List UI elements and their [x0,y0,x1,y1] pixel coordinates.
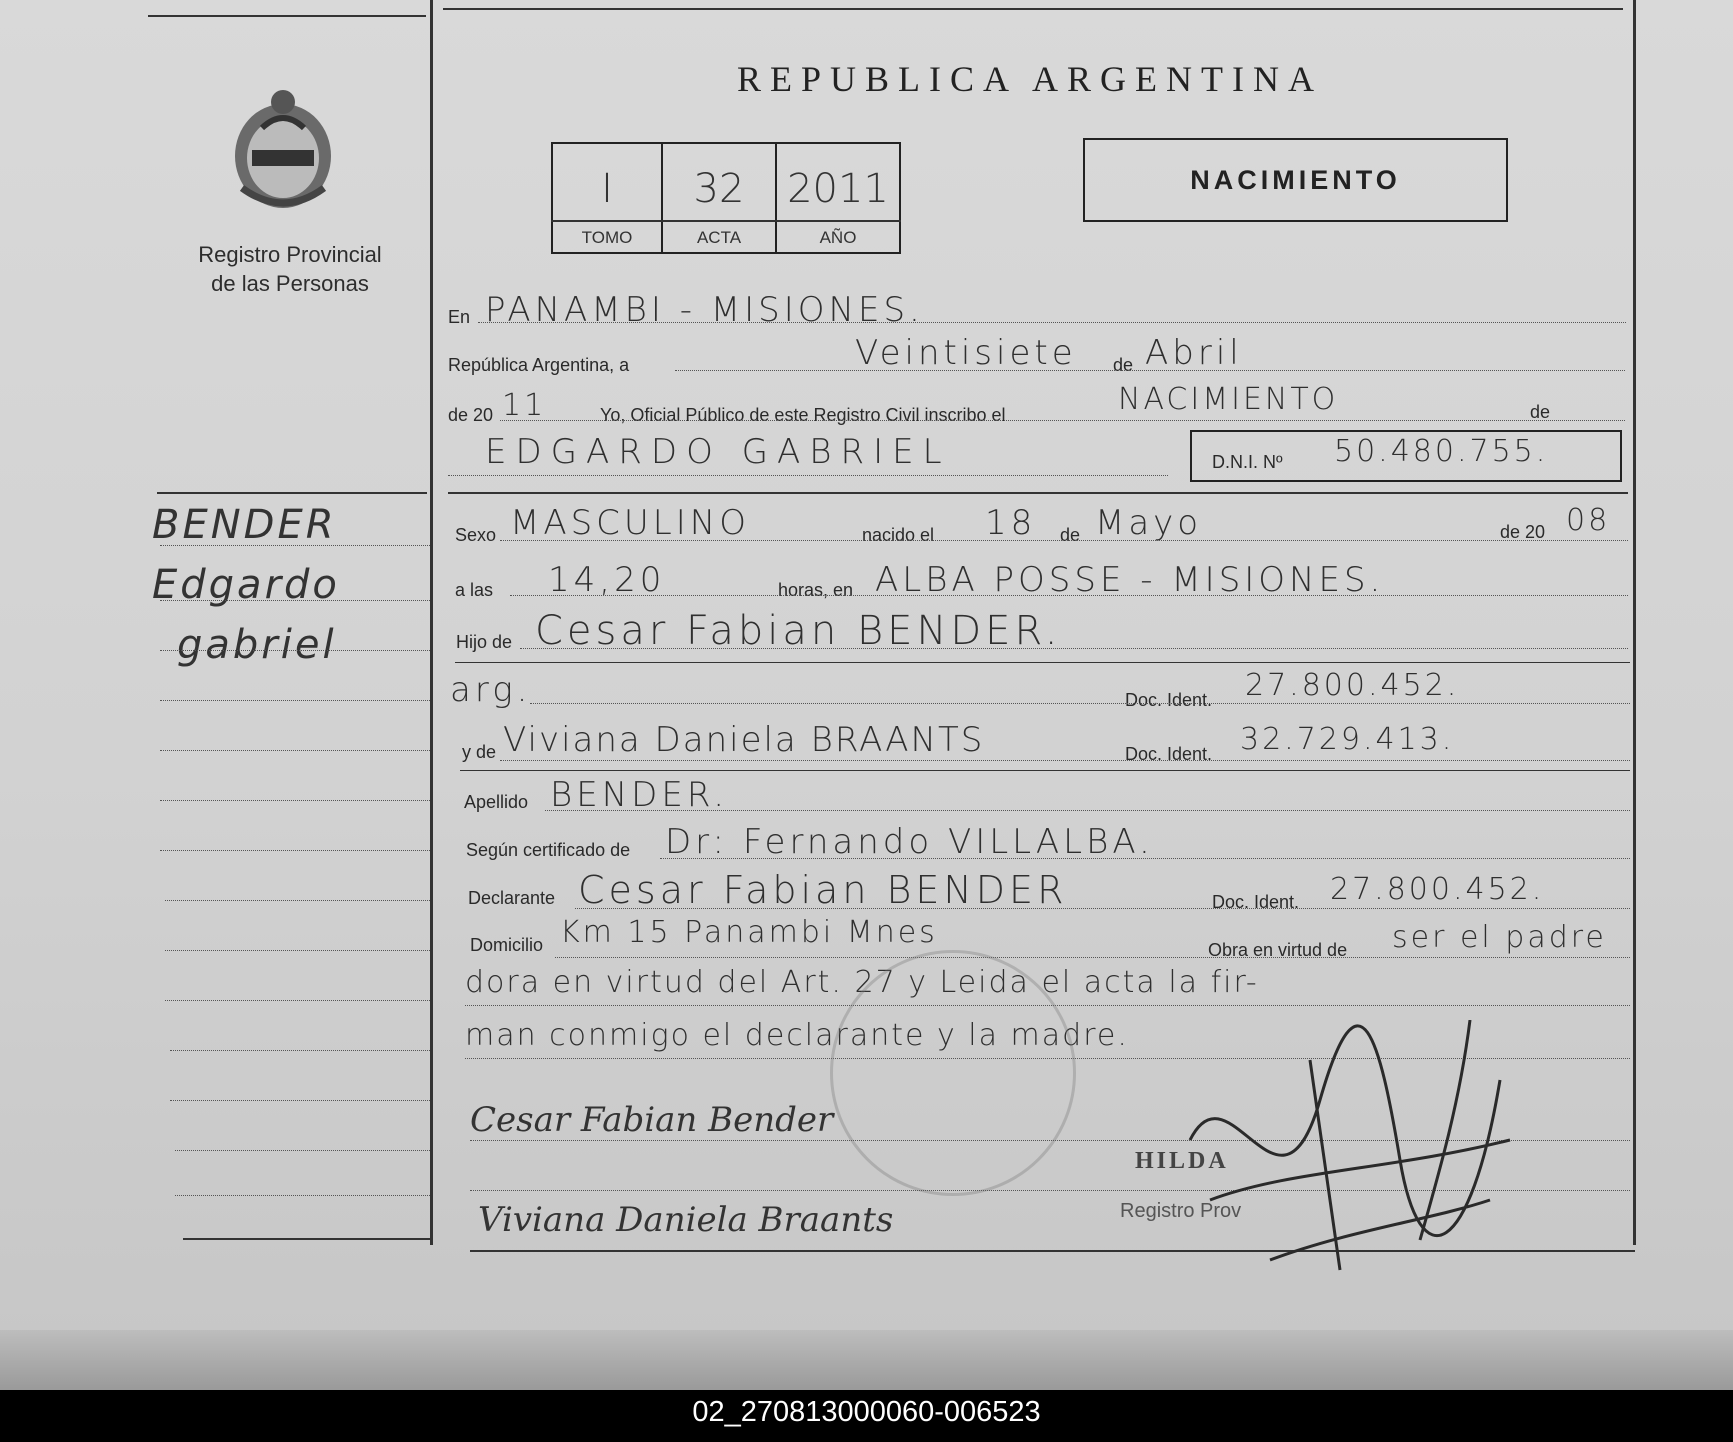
mother-signature: Viviana Daniela Braants [478,1200,894,1240]
top-rule-left [148,15,426,17]
coat-of-arms-icon [222,88,344,218]
margin-surname: BENDER [152,502,337,548]
birth-day: 18 [985,503,1037,543]
margin-line [160,545,430,546]
tomo-label: TOMO [581,228,633,247]
declarante-line [575,908,1630,909]
margin-line [160,600,430,601]
dni-box [1190,430,1622,482]
hijo-label: Hijo de [456,632,513,652]
en-label: En [448,307,471,327]
domicilio-label: Domicilio [470,935,544,955]
anio-cell [775,142,901,254]
sexo-label: Sexo [455,525,497,545]
book-edge [0,1330,1733,1390]
margin-line [160,850,430,851]
apellido-label: Apellido [464,792,529,812]
right-border [1633,0,1636,1245]
apellido-value: BENDER. [550,775,729,815]
dni-label: D.N.I. Nº [1212,452,1283,472]
birth-time: 14,20 [548,560,666,600]
registry-label: Registro Provincial de las Personas [198,242,382,296]
record-type-box: NACIMIENTO [1083,138,1508,222]
text-line-1: dora en virtud del Art. 27 y Leida el acta la fir- [465,965,1259,1000]
mother-line [500,760,1630,761]
official-seal [830,950,1076,1196]
tomo-cell [551,142,663,254]
official-stamp-name: HILDA [1135,1148,1229,1174]
alas-label: a las [455,580,494,600]
obra-label: Obra en virtud de [1208,940,1348,960]
segun-line [660,858,1630,859]
day-text: Veintisiete [855,333,1077,373]
father-doc-line [530,703,1630,704]
child-name-line [448,475,1168,476]
anio-value: 2011 [787,166,889,212]
doc-ident-label-1: Doc. Ident. [1125,690,1213,710]
obra-value: ser el padre [1392,920,1607,955]
tomo-value: I [601,166,613,212]
time-line [510,595,1628,596]
domicilio-line [555,957,1630,958]
acta-label: ACTA [696,228,742,247]
doc-ident-label-2: Doc. Ident. [1125,744,1213,764]
de20-label: de 20 [1500,522,1546,542]
segun-label: Según certificado de [466,840,631,860]
father-name: Cesar Fabian BENDER. [535,608,1062,654]
margin-note [152,495,432,675]
text-line-2: man conmigo el declarante y la madre. [465,1018,1129,1053]
margin-second-name: gabriel [177,622,337,668]
nacido-label: nacido el [862,525,935,545]
date-line [675,370,1625,371]
child-name: EDGARDO GABRIEL [485,432,951,472]
mother-doc: 32.729.413. [1240,722,1455,757]
father-line [520,648,1628,649]
margin-line [175,1150,430,1151]
official-stamp-sub: Registro Prov [1120,1200,1242,1222]
inscription-type: NACIMIENTO [1118,382,1339,417]
father-doc: 27.800.452. [1245,668,1460,703]
margin-line [160,750,430,751]
margin-rule-top [157,492,427,494]
yde-label: y de [462,742,497,762]
month-text: Abril [1145,333,1243,373]
declarante-label: Declarante [468,888,556,908]
anio-label: AÑO [819,228,857,247]
place-line [478,322,1626,323]
father-signature: Cesar Fabian Bender [470,1100,834,1140]
certificate-value: Dr: Fernando VILLALBA. [665,822,1154,862]
year-suffix: 11 [502,388,547,423]
margin-line [175,1195,430,1196]
de-label-3: de [1060,525,1081,545]
official-signature-icon [1170,1020,1530,1280]
domicilio-value: Km 15 Panambi Mnes [560,915,938,950]
section-rule [448,492,1628,494]
birth-month: Mayo [1095,503,1203,543]
margin-line [160,650,430,651]
mother-name: Viviana Daniela BRAANTS [503,720,985,760]
footer-id: 02_270813000060-006523 [692,1396,1041,1428]
year-prefix: de 20 [448,405,494,425]
republica-label: República Argentina, a [448,355,630,375]
declarante-name: Cesar Fabian BENDER [578,868,1068,912]
birth-place: ALBA POSSE - MISIONES. [875,560,1385,600]
oficial-label: Yo, Oficial Público de este Registro Civil inscribo el [600,405,1006,425]
father-nationality: arg. [450,670,532,710]
country-title: REPUBLICA ARGENTINA [736,59,1324,99]
acta-value: 32 [693,166,745,212]
margin-line [165,900,430,901]
father-rule [455,662,1630,663]
bottom-rule-left [183,1238,433,1240]
de-label: de [1113,355,1134,375]
acta-cell [661,142,777,254]
margin-line [160,700,430,701]
dni-value: 50.480.755. [1334,434,1549,469]
margin-line [170,1100,430,1101]
cell-label-rule [551,220,901,222]
margin-line [160,800,430,801]
margin-line [165,950,430,951]
inscription-line [500,420,1625,421]
sexo-line [500,540,1628,541]
mother-rule [460,770,1630,771]
apellido-line [545,810,1630,811]
birth-year: 08 [1566,503,1611,538]
margin-line [170,1050,430,1051]
margin-line [165,1000,430,1001]
place-value: PANAMBI - MISIONES. [485,290,924,330]
horas-label: horas, en [778,580,854,600]
margin-first-name: Edgardo [152,562,340,608]
sexo-value: MASCULINO [510,503,750,543]
declarante-doc: 27.800.452. [1330,872,1545,907]
doc-ident-label-3: Doc. Ident. [1212,892,1300,912]
top-rule-right [443,8,1623,10]
de-label-2: de [1530,402,1551,422]
